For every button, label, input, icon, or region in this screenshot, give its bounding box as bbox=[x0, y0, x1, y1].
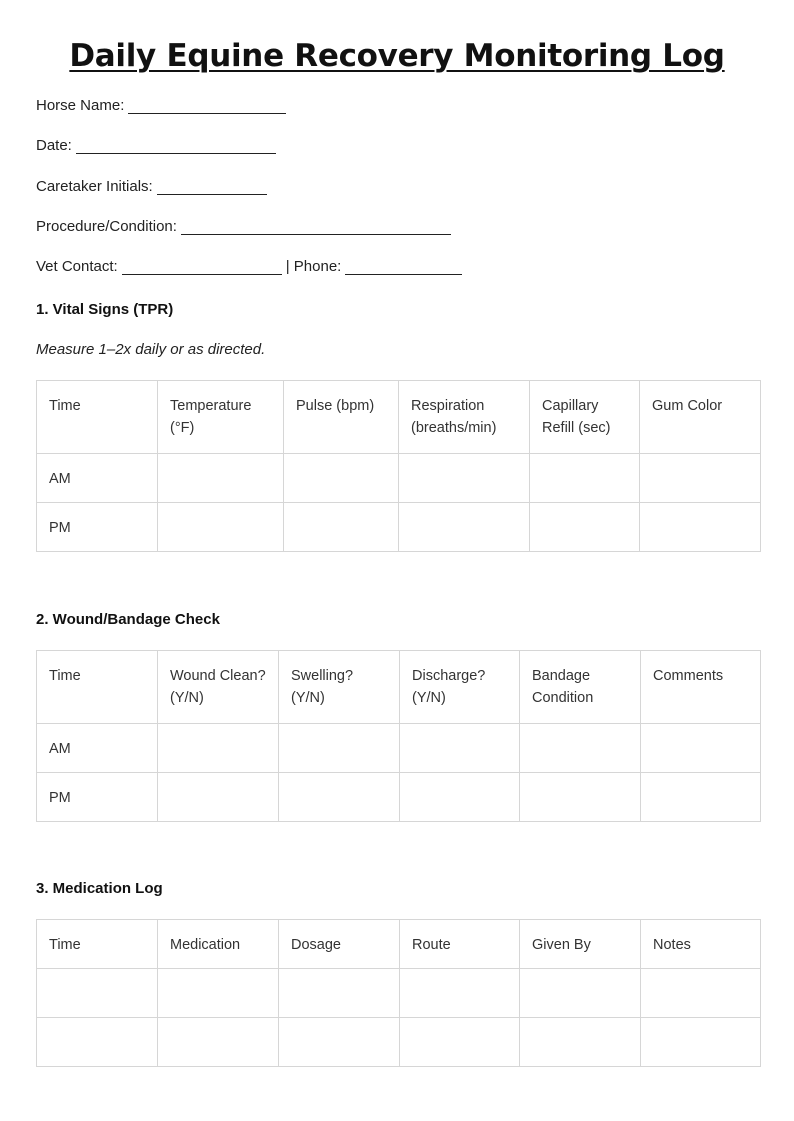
date-label: Date: bbox=[36, 137, 72, 154]
date-line[interactable] bbox=[76, 139, 276, 154]
header-cell: Wound Clean? (Y/N) bbox=[158, 651, 279, 724]
entry-cell[interactable] bbox=[158, 454, 284, 503]
entry-cell[interactable] bbox=[399, 454, 530, 503]
row-label: PM bbox=[37, 503, 158, 552]
header-cell: Pulse (bpm) bbox=[284, 381, 399, 454]
header-cell: Notes bbox=[641, 920, 761, 969]
entry-cell[interactable] bbox=[400, 773, 520, 822]
entry-cell[interactable] bbox=[37, 1018, 158, 1067]
table-row bbox=[37, 724, 761, 773]
vet-contact-label: Vet Contact: bbox=[36, 258, 118, 275]
table-header-row bbox=[37, 381, 761, 454]
header-cell: Discharge? (Y/N) bbox=[400, 651, 520, 724]
caretaker-line[interactable] bbox=[157, 180, 267, 195]
table-row bbox=[37, 503, 761, 552]
entry-cell[interactable] bbox=[279, 1018, 400, 1067]
entry-cell[interactable] bbox=[641, 773, 761, 822]
entry-cell[interactable] bbox=[530, 454, 640, 503]
header-cell: Capillary Refill (sec) bbox=[530, 381, 640, 454]
table-header-row bbox=[37, 920, 761, 969]
horse-name-label: Horse Name: bbox=[36, 97, 125, 114]
table-row bbox=[37, 454, 761, 503]
table-row bbox=[37, 773, 761, 822]
wound-section-title: 2. Wound/Bandage Check bbox=[36, 611, 220, 628]
entry-cell[interactable] bbox=[530, 503, 640, 552]
procedure-field bbox=[36, 218, 451, 235]
entry-cell[interactable] bbox=[520, 1018, 641, 1067]
procedure-label: Procedure/Condition: bbox=[36, 218, 177, 235]
entry-cell[interactable] bbox=[279, 773, 400, 822]
phone-label: | Phone: bbox=[285, 258, 342, 275]
entry-cell[interactable] bbox=[520, 724, 641, 773]
header-cell: Swelling? (Y/N) bbox=[279, 651, 400, 724]
entry-cell[interactable] bbox=[520, 773, 641, 822]
entry-cell[interactable] bbox=[641, 724, 761, 773]
entry-cell[interactable] bbox=[399, 503, 530, 552]
horse-name-field bbox=[36, 97, 286, 114]
caretaker-field bbox=[36, 178, 267, 195]
medication-section-title: 3. Medication Log bbox=[36, 880, 163, 897]
table-row bbox=[37, 1018, 761, 1067]
entry-cell[interactable] bbox=[37, 969, 158, 1018]
table-header-row bbox=[37, 651, 761, 724]
entry-cell[interactable] bbox=[640, 503, 761, 552]
row-label: AM bbox=[37, 724, 158, 773]
entry-cell[interactable] bbox=[400, 724, 520, 773]
header-cell: Given By bbox=[520, 920, 641, 969]
entry-cell[interactable] bbox=[400, 1018, 520, 1067]
table-row bbox=[37, 969, 761, 1018]
entry-cell[interactable] bbox=[520, 969, 641, 1018]
header-cell: Dosage bbox=[279, 920, 400, 969]
header-cell: Route bbox=[400, 920, 520, 969]
entry-cell[interactable] bbox=[158, 773, 279, 822]
entry-cell[interactable] bbox=[640, 454, 761, 503]
horse-name-line[interactable] bbox=[128, 99, 286, 114]
header-cell: Time bbox=[37, 381, 158, 454]
entry-cell[interactable] bbox=[158, 1018, 279, 1067]
medication-table bbox=[36, 919, 761, 1067]
header-cell: Time bbox=[37, 920, 158, 969]
header-cell: Time bbox=[37, 651, 158, 724]
vitals-note: Measure 1–2x daily or as directed. bbox=[36, 341, 266, 358]
entry-cell[interactable] bbox=[158, 503, 284, 552]
date-field bbox=[36, 137, 276, 154]
header-cell: Medication bbox=[158, 920, 279, 969]
entry-cell[interactable] bbox=[279, 724, 400, 773]
header-cell: Bandage Condition bbox=[520, 651, 641, 724]
header-cell: Respiration (breaths/min) bbox=[399, 381, 530, 454]
header-cell: Temperature (°F) bbox=[158, 381, 284, 454]
vet-contact-field bbox=[36, 258, 462, 275]
page-title: Daily Equine Recovery Monitoring Log bbox=[69, 38, 725, 74]
row-label: PM bbox=[37, 773, 158, 822]
entry-cell[interactable] bbox=[284, 454, 399, 503]
vitals-section-title: 1. Vital Signs (TPR) bbox=[36, 301, 174, 318]
header-cell: Comments bbox=[641, 651, 761, 724]
vitals-table bbox=[36, 380, 761, 552]
entry-cell[interactable] bbox=[284, 503, 399, 552]
phone-line[interactable] bbox=[345, 260, 462, 275]
row-label: AM bbox=[37, 454, 158, 503]
procedure-line[interactable] bbox=[181, 220, 451, 235]
wound-table bbox=[36, 650, 761, 822]
entry-cell[interactable] bbox=[158, 724, 279, 773]
entry-cell[interactable] bbox=[641, 969, 761, 1018]
entry-cell[interactable] bbox=[641, 1018, 761, 1067]
caretaker-label: Caretaker Initials: bbox=[36, 178, 153, 195]
entry-cell[interactable] bbox=[158, 969, 279, 1018]
header-cell: Gum Color bbox=[640, 381, 761, 454]
vet-contact-line[interactable] bbox=[122, 260, 282, 275]
entry-cell[interactable] bbox=[279, 969, 400, 1018]
entry-cell[interactable] bbox=[400, 969, 520, 1018]
